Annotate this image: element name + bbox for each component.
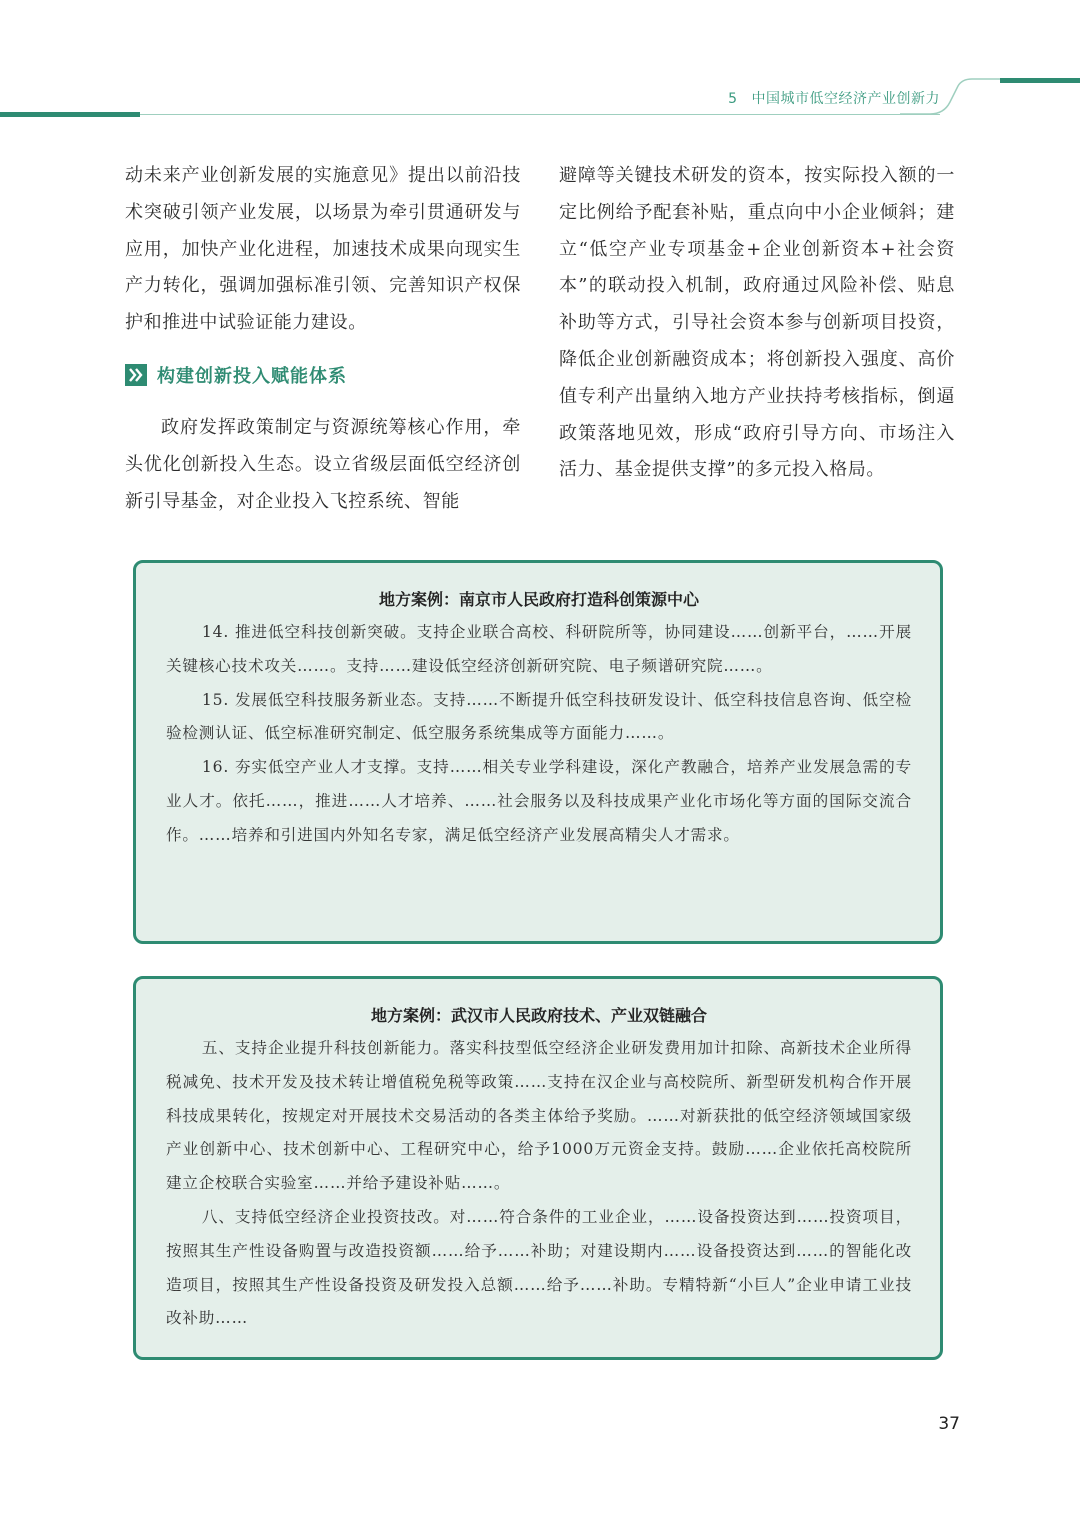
case-box-wuhan xyxy=(133,976,943,1360)
left-column xyxy=(125,158,521,520)
chapter-title: 中国城市低空经济产业创新力 xyxy=(751,91,940,107)
right-column xyxy=(559,158,955,489)
case-paragraph: 14. 推进低空科技创新突破。支持企业联合高校、科研院所等，协同建设……创新平台，……开展关键核心技术攻关……。支持……建设低空经济创新研究院、电子频谱研究院……。 xyxy=(166,623,912,675)
case-box-nanjing xyxy=(133,560,943,944)
section-title: 构建创新投入赋能体系 xyxy=(157,365,347,387)
header-accent-bar-right xyxy=(1000,78,1080,83)
section-heading xyxy=(125,362,521,388)
running-header xyxy=(700,88,940,108)
double-chevron-icon xyxy=(125,364,147,386)
case-paragraph: 五、支持企业提升科技创新能力。落实科技型低空经济企业研发费用加计扣除、高新技术企业所得税减免、技术开发及技术转让增值税免税等政策……支持在汉企业与高校院所、新型研发机构合作开展科技成果转化，按规定对开展技术交易活动的各类主体给予奖励。……对新获批的低空经济领域国家级产业创新中心、技术创新中心、工程研究中心，给予1000万元资金支持。鼓励……企业依托高校院所建立企校联合实验室……并给予建设补贴……。 xyxy=(166,1039,912,1193)
case-title-nanjing: 地方案例：南京市人民政府打造科创策源中心 xyxy=(378,590,699,609)
case-paragraph: 八、支持低空经济企业投资技改。对……符合条件的工业企业，……设备投资达到……投资项目，按照其生产性设备购置与改造投资额……给予……补助；对建设期内……设备投资达到……的智能化改造项目，按照其生产性设备投资及研发投入总额……给予……补助。专精特新“小巨人”企业申请工业技改补助…… xyxy=(166,1207,912,1328)
case-title-wuhan: 地方案例：武汉市人民政府技术、产业双链融合 xyxy=(370,1006,707,1025)
right-paragraph-1: 避障等关键技术研发的资本，按实际投入额的一定比例给予配套补贴，重点向中小企业倾斜；建立“低空产业专项基金+企业创新资本+社会资本”的联动投入机制，政府通过风险补偿、贴息补助等方式，引导社会资本参与创新项目投资，降低企业创新融资成本；将创新投入强度、高价值专利产出量纳入地方产业扶持考核指标，倒逼政策落地见效，形成“政府引导方向、市场注入活力、基金提供支撑”的多元投入格局。 xyxy=(559,165,955,481)
chapter-number: 5 xyxy=(728,91,738,107)
left-paragraph-1: 动未来产业创新发展的实施意见》提出以前沿技术突破引领产业发展，以场景为牵引贯通研发与应用，加快产业化进程，加速技术成果向现实生产力转化，强调加强标准引领、完善知识产权保护和推进中试验证能力建设。 xyxy=(125,165,521,334)
page-number: 37 xyxy=(938,1414,960,1434)
case-paragraph: 15. 发展低空科技服务新业态。支持……不断提升低空科技研发设计、低空科技信息咨询、低空检验检测认证、低空标准研究制定、低空服务系统集成等方面能力……。 xyxy=(166,690,912,743)
left-paragraph-2: 政府发挥政策制定与资源统筹核心作用，牵头优化创新投入生态。设立省级层面低空经济创新引导基金，对企业投入飞控系统、智能 xyxy=(125,416,521,512)
header-accent-bar xyxy=(0,112,140,117)
case-paragraph: 16. 夯实低空产业人才支撑。支持……相关专业学科建设，深化产教融合，培养产业发展急需的专业人才。依托……，推进……人才培养、……社会服务以及科技成果产业化市场化等方面的国际交流合作。……培养和引进国内外知名专家，满足低空经济产业发展高精尖人才需求。 xyxy=(166,758,912,844)
header-rule xyxy=(140,114,940,115)
